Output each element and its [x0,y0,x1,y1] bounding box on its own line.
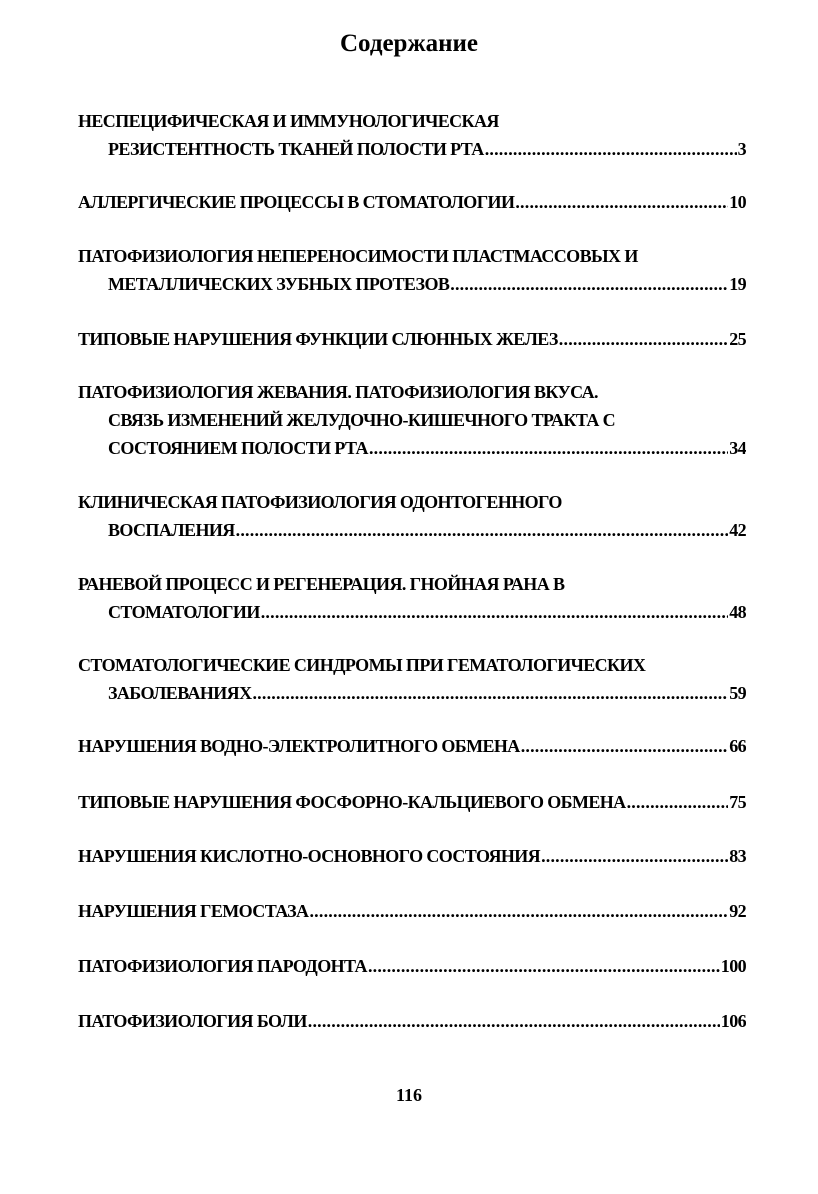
toc-entry-title: ПАТОФИЗИОЛОГИЯ БОЛИ [78,1011,307,1031]
toc-entry-line: КЛИНИЧЕСКАЯ ПАТОФИЗИОЛОГИЯ ОДОНТОГЕННОГО [78,492,562,512]
toc-entry[interactable] [78,488,746,544]
toc-entry[interactable] [78,1007,746,1035]
toc-leader-dots [308,1007,720,1035]
toc-entry-title: РЕЗИСТЕНТНОСТЬ ТКАНЕЙ ПОЛОСТИ РТА [108,139,484,159]
toc-entry-title: ЗАБОЛЕВАНИЯХ [108,683,252,703]
toc-entry[interactable] [78,107,746,163]
toc-page-number: 83 [729,846,746,866]
toc-entry-title: НАРУШЕНИЯ КИСЛОТНО-ОСНОВНОГО СОСТОЯНИЯ [78,846,541,866]
toc-entry-title: ТИПОВЫЕ НАРУШЕНИЯ ФУНКЦИИ СЛЮННЫХ ЖЕЛЕЗ [78,329,558,349]
toc-entry-title: ТИПОВЫЕ НАРУШЕНИЯ ФОСФОРНО-КАЛЬЦИЕВОГО ОБМЕНА [78,792,626,812]
toc-leader-dots [485,135,737,163]
toc-entry[interactable] [78,897,746,925]
toc-entry-title: ПАТОФИЗИОЛОГИЯ ПАРОДОНТА [78,956,367,976]
toc-leader-dots [236,516,729,544]
toc-page-number: 25 [729,329,746,349]
toc-leader-dots [627,788,729,816]
toc-entry-line: НЕСПЕЦИФИЧЕСКАЯ И ИММУНОЛОГИЧЕСКАЯ [78,111,499,131]
toc-leader-dots [450,270,728,298]
toc-entry-line: ПАТОФИЗИОЛОГИЯ ЖЕВАНИЯ. ПАТОФИЗИОЛОГИЯ ВКУСА. [78,382,598,402]
toc-entry-line: РАНЕВОЙ ПРОЦЕСС И РЕГЕНЕРАЦИЯ. ГНОЙНАЯ РАНА В [78,574,565,594]
toc-entry-title: СОСТОЯНИЕМ ПОЛОСТИ РТА [108,438,368,458]
toc-leader-dots [368,952,720,980]
page-title: Содержание [339,30,478,57]
toc-entry[interactable] [78,842,746,870]
toc-page-number: 42 [729,520,746,540]
toc-entry-line: СВЯЗЬ ИЗМЕНЕНИЙ ЖЕЛУДОЧНО-КИШЕЧНОГО ТРАКТА С [108,410,616,430]
toc-entry-title: НАРУШЕНИЯ ГЕМОСТАЗА [78,901,309,921]
toc-entry-title: ВОСПАЛЕНИЯ [108,520,235,540]
toc-entry[interactable] [78,378,746,462]
toc-leader-dots [521,732,729,760]
toc-entry[interactable] [78,732,746,760]
toc-entry[interactable] [78,325,746,353]
toc-page-number: 75 [729,792,746,812]
toc-entry-title: МЕТАЛЛИЧЕСКИХ ЗУБНЫХ ПРОТЕЗОВ [108,274,450,294]
toc-page-number: 34 [729,438,746,458]
toc-leader-dots [369,434,728,462]
toc-leader-dots [252,679,728,707]
toc-leader-dots [515,188,728,216]
toc-page-number: 66 [729,736,746,756]
toc-entry[interactable] [78,651,746,707]
toc-leader-dots [541,842,728,870]
toc-entry[interactable] [78,242,746,298]
toc-page-number: 106 [720,1011,746,1031]
toc-leader-dots [559,325,728,353]
toc-page-number: 100 [720,956,746,976]
toc-leader-dots [261,598,728,626]
toc-page-number: 92 [729,901,746,921]
toc-entry-title: СТОМАТОЛОГИИ [108,602,260,622]
toc-entry[interactable] [78,788,746,816]
toc-page-number: 48 [729,602,746,622]
toc-page-number: 3 [737,139,746,159]
toc-entry-line: ПАТОФИЗИОЛОГИЯ НЕПЕРЕНОСИМОСТИ ПЛАСТМАССОВЫХ И [78,246,638,266]
toc-page-number: 59 [729,683,746,703]
toc-entry[interactable] [78,570,746,626]
toc-entry-title: НАРУШЕНИЯ ВОДНО-ЭЛЕКТРОЛИТНОГО ОБМЕНА [78,736,520,756]
toc-entry[interactable] [78,952,746,980]
page-number: 116 [395,1085,422,1105]
toc-page-number: 19 [729,274,746,294]
toc-entry[interactable] [78,188,746,216]
toc-leader-dots [309,897,728,925]
toc-page-number: 10 [729,192,746,212]
toc-entry-title: АЛЛЕРГИЧЕСКИЕ ПРОЦЕССЫ В СТОМАТОЛОГИИ [78,192,515,212]
toc-entry-line: СТОМАТОЛОГИЧЕСКИЕ СИНДРОМЫ ПРИ ГЕМАТОЛОГИЧЕСКИХ [78,655,646,675]
